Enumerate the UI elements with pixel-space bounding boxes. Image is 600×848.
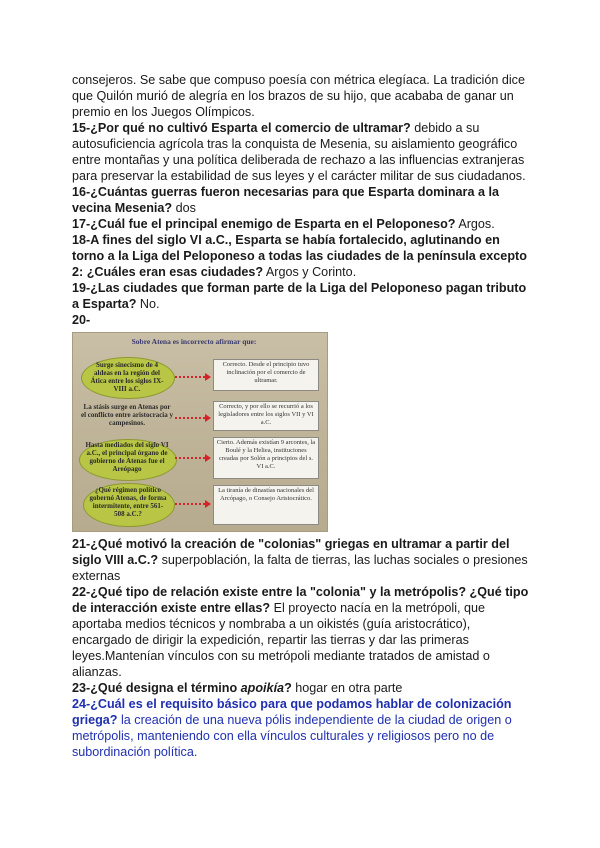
question-15 bbox=[72, 120, 532, 184]
question-20 bbox=[72, 312, 532, 328]
slide-arrow bbox=[175, 457, 205, 459]
answer-text: consejeros. Se sabe que compuso poesía con métrica elegíaca. La tradición dice que Quilón murió de alegría en los brazos de su hijo, que acababa de ganar un premio en los Juegos Olímpicos. bbox=[72, 73, 525, 119]
slide-title: Sobre Atena es incorrecto afirmar que: bbox=[131, 337, 257, 346]
question-text: 16-¿Cuántas guerras fueron necesarias para que Esparta dominara a la vecina Mesenia? bbox=[72, 185, 499, 215]
answer-text: Argos. bbox=[455, 217, 495, 231]
slide-arrow bbox=[175, 376, 205, 378]
document-content bbox=[72, 72, 532, 760]
question-text: 23-¿Qué designa el término bbox=[72, 681, 238, 695]
question-21 bbox=[72, 536, 532, 584]
question-text: 22-¿Qué tipo de relación existe entre la "colonia" y la metrópolis? ¿Qué tipo de interacción existe entre ellas? bbox=[72, 585, 529, 615]
slide-left-text: Hasta mediados del siglo VI a.C., el principal órgano de gobierno de Atenas fue el Areópago bbox=[85, 441, 169, 473]
question-24 bbox=[72, 696, 532, 760]
question-text: 21-¿Qué motivó la creación de "colonias" griegas en ultramar a partir del siglo VIII a.C.? bbox=[72, 537, 510, 567]
answer-text: debido a su autosuficiencia agrícola tras la conquista de Mesenia, su aislamiento geográfico entre montañas y una política deliberada de rechazo a las influencias extranjeras para preservar la estabilidad de sus leyes y el carácter militar de sus ciudadanos. bbox=[72, 121, 526, 183]
question-text: 24-¿Cuál es el requisito básico para que podamos hablar de colonización griega? bbox=[72, 697, 512, 727]
answer-text: Argos y Corinto. bbox=[263, 265, 357, 279]
question-23 bbox=[72, 680, 532, 696]
question-text: 18-A fines del siglo VI a.C., Esparta se había fortalecido, aglutinando en torno a la Liga del Peloponeso a todas las ciudades de la península excepto 2: ¿Cuáles eran esas ciudades? bbox=[72, 233, 527, 279]
slide-left-text: Surge sinecismo de 4 aldeas en la región del Ática entre los siglos IX-VIII a.C. bbox=[90, 361, 164, 393]
question-16 bbox=[72, 184, 532, 216]
slide-arrow bbox=[175, 417, 205, 419]
slide-right-box: La tiranía de dinastías nacionales del Arcópago, o Consejo Aristocrático. bbox=[213, 485, 319, 525]
question-18 bbox=[72, 232, 532, 280]
slide-image bbox=[72, 332, 328, 532]
answer-text: la creación de una nueva pólis independiente de la ciudad de origen o metrópolis, manteniendo con ella vínculos culturales y religiosos pero no de subordinación política. bbox=[72, 713, 512, 759]
answer-text: El proyecto nacía en la metrópoli, que aportaba medios técnicos y nombraba a un oikistés (guía aristocrático), encargado de dirigir la expedición, repartir las tierras y dar las primeras leyes.Mantenían vínculos con su metrópoli mediante tratados de amistad o alianzas. bbox=[72, 601, 490, 679]
question-term: apoikía bbox=[237, 681, 285, 695]
slide-right-box: Correcto. Desde el principio tuvo inclinación por el comercio de ultramar. bbox=[213, 359, 319, 391]
slide-arrow bbox=[175, 503, 205, 505]
question-text-end: ? bbox=[284, 681, 292, 695]
answer-text: hogar en otra parte bbox=[291, 681, 403, 695]
slide-right-box: Correcto, y por ello se recurrió a los legisladores entre los siglos VII y VI a.C. bbox=[213, 401, 319, 431]
question-19 bbox=[72, 280, 532, 312]
question-text: 19-¿Las ciudades que forman parte de la Liga del Peloponeso pagan tributo a Esparta? bbox=[72, 281, 527, 311]
slide-left-text: La stásis surge en Atenas por el conflicto entre aristocracia y campesinos. bbox=[81, 403, 174, 427]
question-17 bbox=[72, 216, 532, 232]
question-text: 17-¿Cuál fue el principal enemigo de Esparta en el Peloponeso? bbox=[72, 217, 456, 231]
question-text: 20- bbox=[72, 313, 91, 327]
answer-text: No. bbox=[136, 297, 160, 311]
question-text: 15-¿Por qué no cultivó Esparta el comercio de ultramar? bbox=[72, 121, 411, 135]
paragraph-intro bbox=[72, 72, 532, 120]
question-22 bbox=[72, 584, 532, 680]
answer-text: dos bbox=[172, 201, 196, 215]
slide-right-box: Cierto. Además existían 9 arcontes, la Boulé y la Heliea, instituciones creadas por Solón a principios del s. VI a.C. bbox=[213, 437, 319, 479]
slide-left-text: ¿Qué régimen político gobernó Atenas, de forma intermitente, entre 561-508 a.C.? bbox=[89, 486, 167, 518]
answer-text: superpoblación, la falta de tierras, las luchas sociales o presiones externas bbox=[72, 553, 528, 583]
